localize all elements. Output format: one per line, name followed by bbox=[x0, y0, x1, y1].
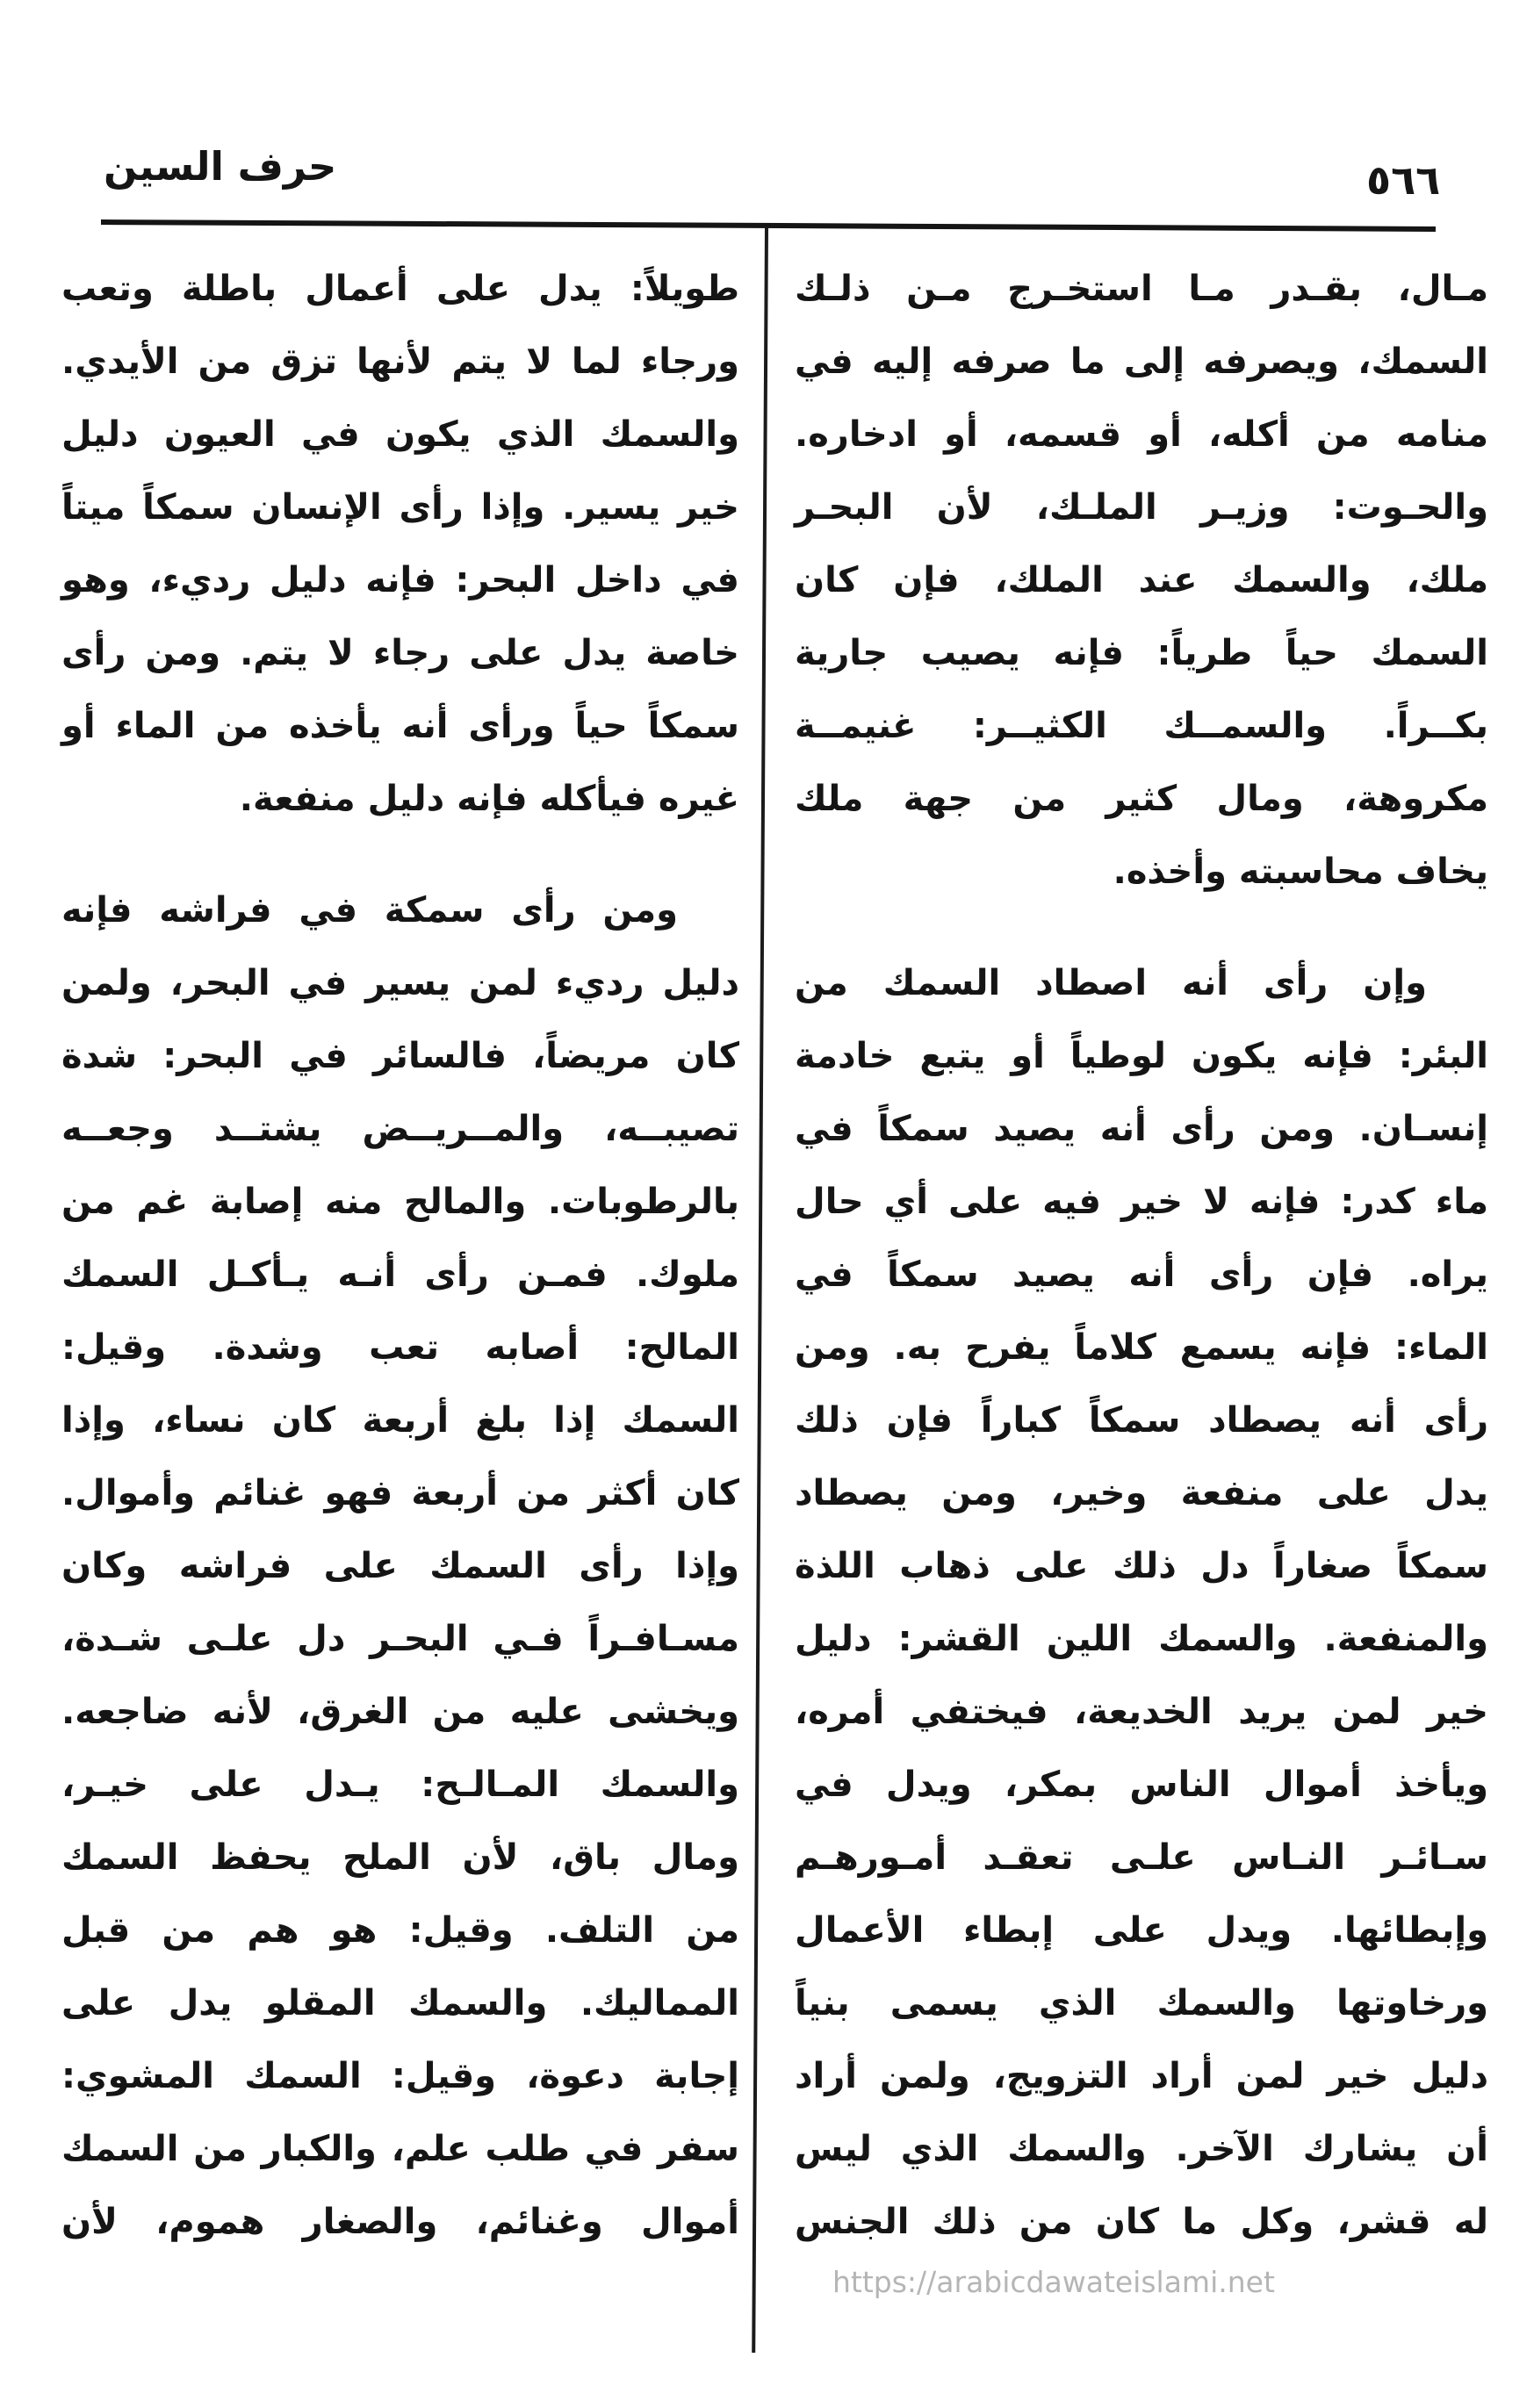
text-line: وإبطائها. ويدل على إبطاء الأعمال bbox=[795, 1910, 1488, 1951]
text-line: كان أكثر من أربعة فهو غنائم وأموال. bbox=[61, 1473, 739, 1513]
page-title: حرف السين bbox=[104, 143, 337, 190]
text-line: مكروهة، ومال كثير من جهة ملك bbox=[795, 779, 1488, 819]
text-line: يخاف محاسبته وأخذه. bbox=[1113, 852, 1488, 892]
text-line: المالح: أصابه تعب وشدة. وقيل: bbox=[61, 1327, 739, 1368]
text-line: غيره فيأكله فإنه دليل منفعة. bbox=[239, 779, 739, 819]
text-line: إجابة دعوة، وقيل: السمك المشوي: bbox=[61, 2056, 739, 2096]
text-line: سمكاً صغاراً دل ذلك على ذهاب اللذة bbox=[795, 1546, 1488, 1586]
text-line: ورجاء لما لا يتم لأنها تزق من الأيدي. bbox=[61, 341, 739, 382]
text-line: السمك إذا بلغ أربعة كان نساء، وإذا bbox=[61, 1400, 739, 1441]
paragraph bbox=[61, 253, 739, 836]
text-line: وإن رأى أنه اصطاد السمك من bbox=[795, 963, 1427, 1003]
text-line: تصيبــه، والمــريــض يشتــد وجعــه bbox=[61, 1109, 739, 1149]
text-line: له قشر، وكل ما كان من ذلك الجنس bbox=[795, 2202, 1488, 2242]
text-line: المماليك. والسمك المقلو يدل على bbox=[61, 1983, 739, 2023]
text-line: الماء: فإنه يسمع كلاماً يفرح به. ومن bbox=[795, 1327, 1488, 1368]
watermark: https://arabicdawateislami.net bbox=[832, 2265, 1275, 2299]
text-line: وإذا رأى السمك على فراشه وكان bbox=[61, 1546, 739, 1586]
paragraph bbox=[795, 253, 1488, 909]
text-line: سمكاً حياً ورأى أنه يأخذه من الماء أو bbox=[61, 706, 739, 746]
text-line: والسمك المـالـح: يـدل على خيـر، bbox=[61, 1765, 739, 1805]
paragraph bbox=[61, 874, 739, 2259]
text-line: ومال باق، لأن الملح يحفظ السمك bbox=[61, 1837, 739, 1878]
text-line: رأى أنه يصطاد سمكاً كباراً فإن ذلك bbox=[795, 1400, 1488, 1441]
text-line: سفر في طلب علم، والكبار من السمك bbox=[61, 2129, 739, 2169]
text-line: منامه من أكله، أو قسمه، أو ادخاره. bbox=[795, 414, 1488, 455]
text-line: ماء كدر: فإنه لا خير فيه على أي حال bbox=[795, 1182, 1488, 1222]
text-line: ورخاوتها والسمك الذي يسمى بنياً bbox=[795, 1983, 1488, 2023]
header-rule bbox=[101, 219, 1436, 232]
text-line: ملك، والسمك عند الملك، فإن كان bbox=[795, 560, 1488, 600]
text-line: من التلف. وقيل: هو هم من قبل bbox=[61, 1910, 739, 1951]
text-line: بكــراً. والسمــك الكثيــر: غنيمــة bbox=[795, 706, 1488, 746]
text-line: دليل خير لمن أراد التزويج، ولمن أراد bbox=[795, 2056, 1488, 2096]
text-line: خاصة يدل على رجاء لا يتم. ومن رأى bbox=[61, 633, 739, 673]
text-line: خير لمن يريد الخديعة، فيختفي أمره، bbox=[795, 1692, 1488, 1732]
text-line: أموال وغنائم، والصغار هموم، لأن bbox=[61, 2202, 739, 2242]
column-divider bbox=[752, 227, 768, 2353]
text-line: طويلاً: يدل على أعمال باطلة وتعب bbox=[61, 269, 739, 309]
text-line: ملوك. فمـن رأى أنـه يـأكـل السمك bbox=[61, 1254, 739, 1295]
text-line: مـال، بقـدر مـا استخـرج مـن ذلـك bbox=[795, 269, 1488, 309]
text-line: والمنفعة. والسمك اللين القشر: دليل bbox=[795, 1619, 1488, 1659]
text-line: مسـافـراً فـي البحـر دل علـى شـدة، bbox=[61, 1619, 739, 1659]
text-line: أن يشارك الآخر. والسمك الذي ليس bbox=[795, 2129, 1488, 2169]
text-line: والسمك الذي يكون في العيون دليل bbox=[61, 414, 739, 455]
text-line: ومن رأى سمكة في فراشه فإنه bbox=[61, 890, 678, 931]
text-line: في داخل البحر: فإنه دليل رديء، وهو bbox=[61, 560, 739, 600]
text-line: البئر: فإنه يكون لوطياً أو يتبع خادمة bbox=[795, 1036, 1488, 1076]
column-right bbox=[795, 253, 1488, 2259]
column-left bbox=[61, 253, 739, 2259]
text-line: خير يسير. وإذا رأى الإنسان سمكاً ميتاً bbox=[61, 487, 739, 528]
paragraph bbox=[795, 947, 1488, 2259]
text-line: والحـوت: وزيـر الملـك، لأن البحـر bbox=[795, 487, 1488, 528]
text-line: إنسـان. ومن رأى أنه يصيد سمكاً في bbox=[795, 1109, 1488, 1149]
text-line: سـائـر النـاس علـى تعقـد أمـورهـم bbox=[795, 1837, 1488, 1878]
text-line: السمك حياً طرياً: فإنه يصيب جارية bbox=[795, 633, 1488, 673]
text-line: كان مريضاً، فالسائر في البحر: شدة bbox=[61, 1036, 739, 1076]
text-line: يراه. فإن رأى أنه يصيد سمكاً في bbox=[795, 1254, 1488, 1295]
text-line: يدل على منفعة وخير، ومن يصطاد bbox=[795, 1473, 1488, 1513]
text-line: ويأخذ أموال الناس بمكر، ويدل في bbox=[795, 1765, 1488, 1805]
page-number: ٥٦٦ bbox=[1366, 156, 1441, 204]
text-line: دليل رديء لمن يسير في البحر، ولمن bbox=[61, 963, 739, 1003]
text-line: ويخشى عليه من الغرق، لأنه ضاجعه. bbox=[61, 1692, 739, 1732]
text-line: السمك، ويصرفه إلى ما صرفه إليه في bbox=[795, 341, 1488, 382]
text-line: بالرطوبات. والمالح منه إصابة غم من bbox=[61, 1182, 739, 1222]
